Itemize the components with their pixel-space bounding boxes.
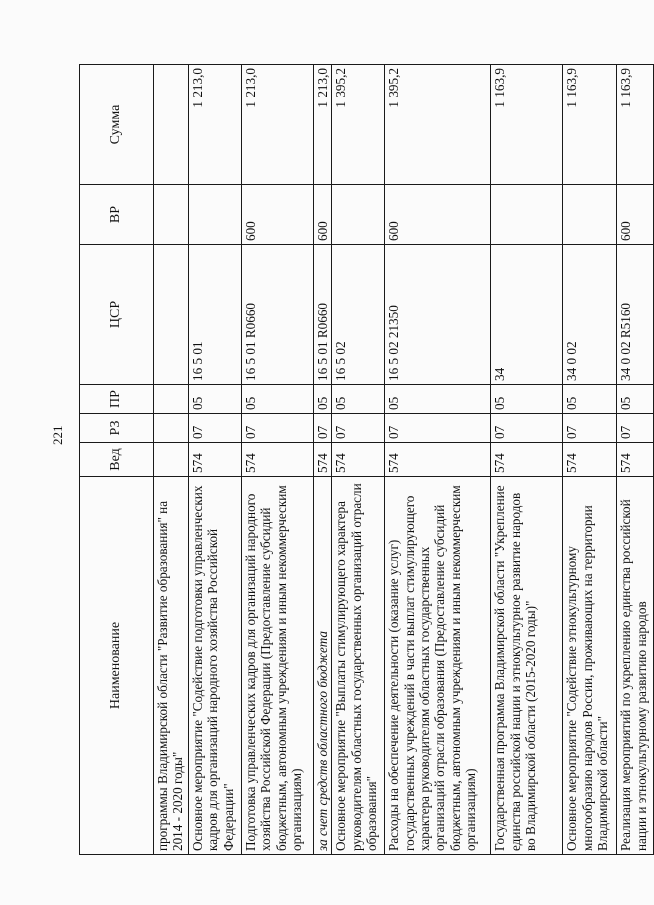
row-pr: 05 xyxy=(332,385,385,414)
row-vr: 600 xyxy=(617,185,654,245)
row-vr xyxy=(332,185,385,245)
row-pr: 05 xyxy=(314,385,332,414)
row-pr: 05 xyxy=(617,385,654,414)
row-csr: 16 5 01 R0660 xyxy=(242,245,314,385)
header-row xyxy=(80,65,154,855)
rotated-page xyxy=(79,65,649,855)
table-row xyxy=(189,65,242,855)
row-vr xyxy=(189,185,242,245)
row-ved: 574 xyxy=(332,443,385,477)
row-ved: 574 xyxy=(385,443,491,477)
row-vr: 600 xyxy=(242,185,314,245)
budget-table xyxy=(79,64,654,855)
header-ved: Вед xyxy=(80,443,154,477)
table-row xyxy=(617,65,654,855)
row-ved: 574 xyxy=(563,443,617,477)
row-csr: 34 0 02 R5160 xyxy=(617,245,654,385)
row-sum: 1 395,2 xyxy=(385,65,491,185)
row-csr: 16 5 02 21350 xyxy=(385,245,491,385)
row-name: Подготовка управленческих кадров для организаций народного хозяйства Российской Федерации (Предоставление субсидий бюджетным, автономным учреждениям и иным некоммерческим организациям) xyxy=(242,477,314,855)
header-name: Наименование xyxy=(80,477,154,855)
row-rz xyxy=(154,414,189,443)
row-name: Расходы на обеспечение деятельности (оказание услуг) государственных учреждений в части выплат стимулирующего характера руководителям областных государственных организаций отрасли образования (Предоставление субсидий бюджетным, автономным учреждениям и иным некоммерческим организациям) xyxy=(385,477,491,855)
row-csr: 16 5 02 xyxy=(332,245,385,385)
row-csr: 16 5 01 xyxy=(189,245,242,385)
row-rz: 07 xyxy=(617,414,654,443)
row-sum: 1 163,9 xyxy=(563,65,617,185)
header-pr: ПР xyxy=(80,385,154,414)
header-vr: ВР xyxy=(80,185,154,245)
row-pr xyxy=(154,385,189,414)
table-row xyxy=(491,65,563,855)
row-pr: 05 xyxy=(385,385,491,414)
row-rz: 07 xyxy=(314,414,332,443)
row-name: программы Владимирской области "Развитие образования" на 2014 - 2020 годы" xyxy=(154,477,189,855)
table-row xyxy=(563,65,617,855)
row-sum xyxy=(154,65,189,185)
row-pr: 05 xyxy=(563,385,617,414)
row-sum: 1 163,9 xyxy=(617,65,654,185)
header-csr: ЦСР xyxy=(80,245,154,385)
row-name: Реализация мероприятий по укреплению единства российской нации и этнокультурному развитию народов xyxy=(617,477,654,855)
row-csr xyxy=(154,245,189,385)
table-row xyxy=(314,65,332,855)
row-sum: 1 163,9 xyxy=(491,65,563,185)
row-rz: 07 xyxy=(189,414,242,443)
row-pr: 05 xyxy=(189,385,242,414)
row-vr: 600 xyxy=(314,185,332,245)
header-sum: Сумма xyxy=(80,65,154,185)
row-ved xyxy=(154,443,189,477)
row-sum: 1 395,2 xyxy=(332,65,385,185)
row-csr: 16 5 01 R0660 xyxy=(314,245,332,385)
table-row xyxy=(154,65,189,855)
page-number: 221 xyxy=(50,425,65,445)
table-row xyxy=(332,65,385,855)
row-rz: 07 xyxy=(242,414,314,443)
row-sum: 1 213,0 xyxy=(242,65,314,185)
row-sum: 1 213,0 xyxy=(314,65,332,185)
row-rz: 07 xyxy=(385,414,491,443)
row-ved: 574 xyxy=(491,443,563,477)
row-rz: 07 xyxy=(563,414,617,443)
row-pr: 05 xyxy=(242,385,314,414)
row-rz: 07 xyxy=(332,414,385,443)
row-ved: 574 xyxy=(242,443,314,477)
row-vr xyxy=(491,185,563,245)
row-pr: 05 xyxy=(491,385,563,414)
row-sum: 1 213,0 xyxy=(189,65,242,185)
table-row xyxy=(242,65,314,855)
row-ved: 574 xyxy=(189,443,242,477)
row-name: за счет средств областного бюджета xyxy=(314,477,332,855)
row-ved: 574 xyxy=(314,443,332,477)
row-csr: 34 0 02 xyxy=(563,245,617,385)
row-name: Государственная программа Владимирской области "Укрепление единства российской нации и этнокультурное развитие народов во Владимирской области (2015-2020 годы)" xyxy=(491,477,563,855)
row-name: Основное мероприятие "Выплаты стимулирующего характера руководителям областных государственных организаций отрасли образования" xyxy=(332,477,385,855)
table-row xyxy=(385,65,491,855)
row-vr xyxy=(563,185,617,245)
row-vr xyxy=(154,185,189,245)
row-name: Основное мероприятие "Содействие подготовки управленческих кадров для организаций народного хозяйства Российской Федерации" xyxy=(189,477,242,855)
row-csr: 34 xyxy=(491,245,563,385)
row-name: Основное мероприятие "Содействие этнокультурному многообразию народов России, проживающих на территории Владимирской области" xyxy=(563,477,617,855)
header-rz: РЗ xyxy=(80,414,154,443)
row-vr: 600 xyxy=(385,185,491,245)
row-ved: 574 xyxy=(617,443,654,477)
row-rz: 07 xyxy=(491,414,563,443)
